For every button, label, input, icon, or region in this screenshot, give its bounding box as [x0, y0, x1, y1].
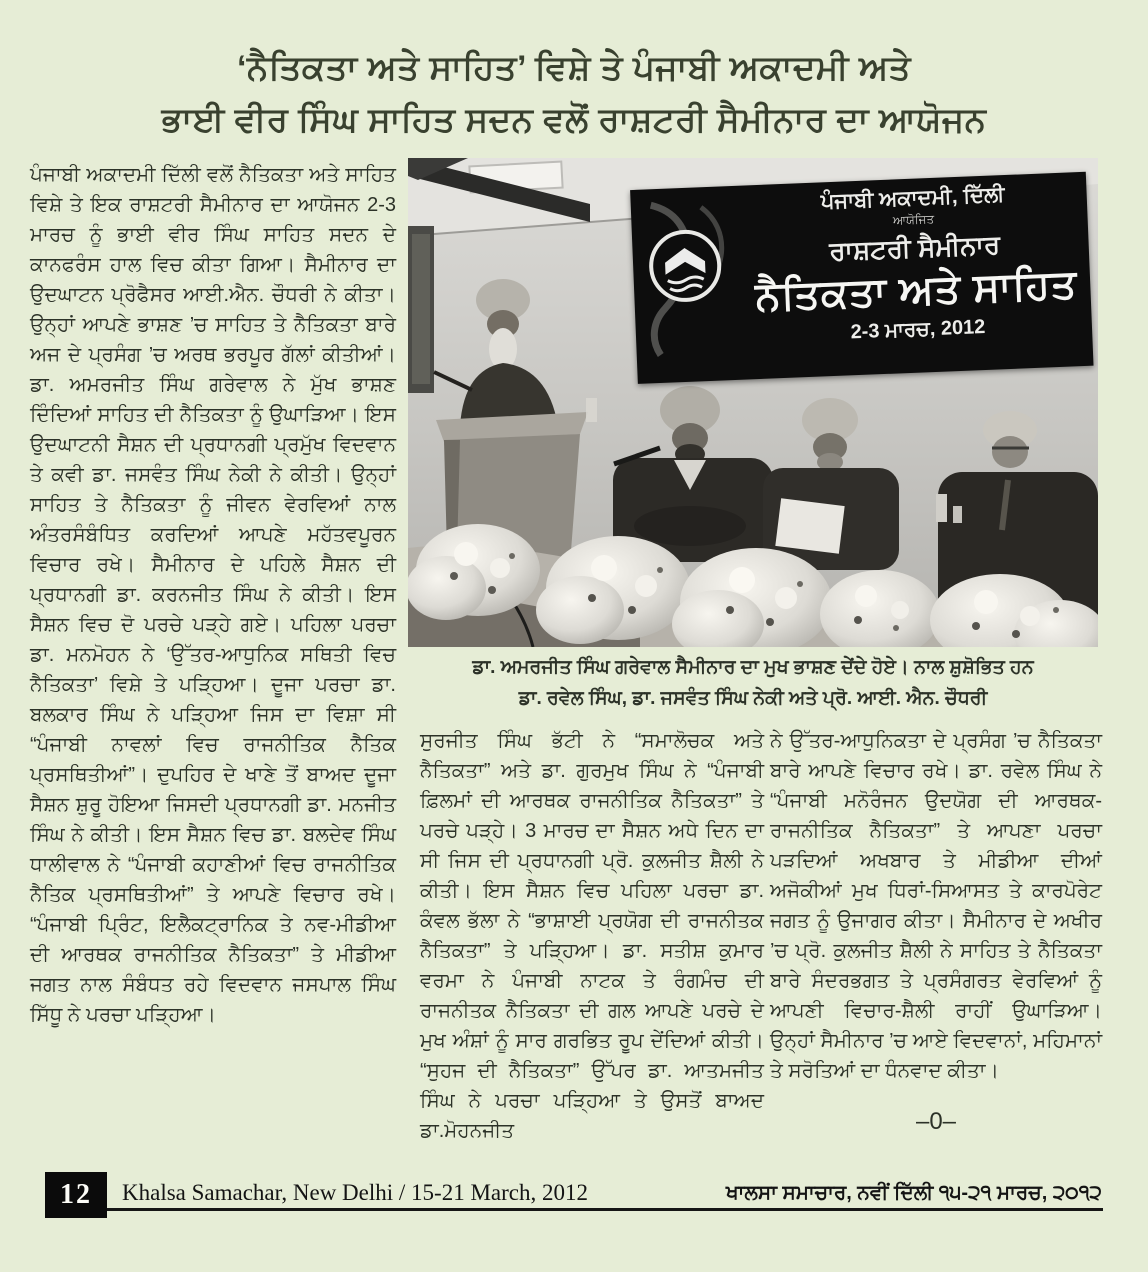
glass: [953, 506, 962, 523]
banner-text: [748, 172, 1094, 379]
logo-ring: [650, 231, 721, 302]
academy-logo: [630, 185, 756, 384]
seminar-banner: [630, 172, 1093, 384]
footer-masthead-punjabi: ਖਾਲਸਾ ਸਮਾਚਾਰ, ਨਵੀਂ ਦਿੱਲੀ ੧੫-੨੧ ਮਾਰਚ, ੨੦੧੨: [725, 1182, 1102, 1204]
article-end-mark: –0–: [915, 1108, 957, 1135]
article-headline: [0, 42, 1148, 146]
headline-line-1: ‘ਨੈਤਿਕਤਾ ਅਤੇ ਸਾਹਿਤ’ ਵਿਸ਼ੇ ਤੇ ਪੰਜਾਬੀ ਅਕਾਦਮੀ ਅਤੇ: [237, 49, 911, 87]
footer-masthead-english: Khalsa Samachar, New Delhi / 15-21 March, 2012: [122, 1180, 588, 1205]
paper-sheets: [775, 498, 844, 553]
bottle: [936, 494, 947, 522]
crossed-arms-1: [634, 506, 746, 546]
photo-caption: [408, 652, 1098, 714]
academy-logo-graphic: [630, 185, 756, 384]
article-column-middle: ਸੁਰਜੀਤ ਸਿੰਘ ਭੱਟੀ ਨੇ “ਸਮਾਲੋਚਕ ਅਤੇ ਨੈਤਿਕਤਾ” ਅਤੇ ਡਾ. ਗੁਰਮੁਖ ਸਿੰਘ ਨੇ “ਪੰਜਾਬੀ ਫ਼ਿਲਮਾਂ ਦੀ ਆਰਥਕ ਰਾਜਨੀਤਿਕ ਨੈਤਿਕਤਾ” ਤੇ ਪਰਚੇ ਪੜ੍ਹੇ। 3 ਮਾਰਚ ਦਾ ਸੈਸ਼ਨ ਅਧੇ ਦਿਨ ਦਾ ਸੀ ਜਿਸ ਦੀ ਪ੍ਰਧਾਨਗੀ ਪ੍ਰੋ. ਕੁਲਜੀਤ ਸ਼ੈਲੀ ਨੇ ਕੀਤੀ। ਇਸ ਸੈਸ਼ਨ ਵਿਚ ਪਹਿਲਾ ਪਰਚਾ ਡਾ. ਕੰਵਲ ਭੱਲਾ ਨੇ “ਭਾਸ਼ਾਈ ਪ੍ਰਯੋਗ ਦੀ ਰਾਜਨੀਤਕ ਨੈਤਿਕਤਾ” ਤੇ ਪੜ੍ਹਿਆ। ਡਾ. ਸਤੀਸ਼ ਕੁਮਾਰ ਵਰਮਾ ਨੇ ਪੰਜਾਬੀ ਨਾਟਕ ਤੇ ਰੰਗਮੰਚ ਦੀ ਰਾਜਨੀਤਕ ਨੈਤਿਕਤਾ ਦੀ ਗਲ ਆਪਣੇ ਪਰਚੇ ਦੇ ਮੁਖ ਅੰਸ਼ਾਂ ਨੂੰ ਸਾਰ ਗਰਭਿਤ ਰੂਪ ਦੇਂਦਿਆਂ ਕੀਤੀ। “ਸੁਹਜ ਦੀ ਨੈਤਿਕਤਾ” ਉੱਪਰ ਡਾ. ਆਤਮਜੀਤ ਸਿੰਘ ਨੇ ਪਰਚਾ ਪੜ੍ਹਿਆ ਤੇ ਉਸਤੋਂ ਬਾਅਦ ਡਾ.ਮੋਹਨਜੀਤ: [420, 730, 764, 1142]
banner-dates: 2-3 ਮਾਰਚ, 2012: [850, 315, 986, 344]
seminar-photo: [408, 158, 1098, 647]
banner-event-type: ਰਾਸ਼ਟਰੀ ਸੈਮੀਨਾਰ: [828, 229, 1001, 267]
face-3: [992, 436, 1028, 468]
headline-line-2: ਭਾਈ ਵੀਰ ਸਿੰਘ ਸਾਹਿਤ ਸਦਨ ਵਲੋਂ ਰਾਸ਼ਟਰੀ ਸੈਮੀਨਾਰ ਦਾ ਆਯੋਜਨ: [161, 101, 987, 139]
caption-line-1: ਡਾ. ਅਮਰਜੀਤ ਸਿੰਘ ਗਰੇਵਾਲ ਸੈਮੀਨਾਰ ਦਾ ਮੁਖ ਭਾਸ਼ਣ ਦੇਂਦੇ ਹੋਏ। ਨਾਲ ਸ਼ੁਸ਼ੋਭਿਤ ਹਨ: [472, 657, 1034, 678]
caption-line-2: ਡਾ. ਰਵੇਲ ਸਿੰਘ, ਡਾ. ਜਸਵੰਤ ਸਿੰਘ ਨੇਕੀ ਅਤੇ ਪ੍ਰੋ. ਆਈ. ਐਨ. ਚੌਧਰੀ: [518, 688, 988, 709]
wall-frame-inner: [412, 234, 430, 384]
footer-rule: [107, 1208, 1103, 1211]
article-column-right: ਨੇ ਉੱਤਰ-ਆਧੁਨਿਕਤਾ ਦੇ ਪ੍ਰਸੰਗ ’ਚ ਨੈਤਿਕਤਾ ਬਾਰੇ ਆਪਣੇ ਵਿਚਾਰ ਰਖੇ। ਡਾ. ਰਵੇਲ ਸਿੰਘ ਨੇ “ਪੰਜਾਬੀ ਮਨੋਰੰਜਨ ਉਦਯੋਗ ਦੀ ਆਰਥਕ-ਰਾਜਨੀਤਿਕ ਨੈਤਿਕਤਾ” ਤੇ ਆਪਣਾ ਪਰਚਾ ਪੜਦਿਆਂ ਅਖਬਾਰ ਤੇ ਮੀਡੀਆ ਦੀਆਂ ਅਜੋਕੀਆਂ ਮੁਖ ਧਿਰਾਂ-ਸਿਆਸਤ ਤੇ ਕਾਰਪੋਰੇਟ ਜਗਤ ਨੂੰ ਉਜਾਗਰ ਕੀਤਾ। ਸੈਮੀਨਾਰ ਦੇ ਅਖੀਰ ’ਚ ਪ੍ਰੋ. ਕੁਲਜੀਤ ਸ਼ੈਲੀ ਨੇ ਸਾਹਿਤ ਤੇ ਨੈਤਿਕਤਾ ਬਾਰੇ ਸੰਦਰਭਗਤ ਤੇ ਪ੍ਰਸੰਗਰਤ ਵੇਰਵਿਆਂ ਨੂੰ ਆਪਣੀ ਵਿਚਾਰ-ਸ਼ੈਲੀ ਰਾਹੀਂ ਉਘਾੜਿਆ। ਉਨ੍ਹਾਂ ਸੈਮੀਨਾਰ ’ਚ ਆਏ ਵਿਦਵਾਨਾਂ, ਮਹਿਮਾਨਾਂ ਤੇ ਸਰੋਤਿਆਂ ਦਾ ਧੰਨਵਾਦ ਕੀਤਾ।: [770, 730, 1102, 1082]
article-column-left: ਪੰਜਾਬੀ ਅਕਾਦਮੀ ਦਿੱਲੀ ਵਲੋਂ ਨੈਤਿਕਤਾ ਅਤੇ ਸਾਹਿਤ ਵਿਸ਼ੇ ਤੇ ਇਕ ਰਾਸ਼ਟਰੀ ਸੈਮੀਨਾਰ ਦਾ ਆਯੋਜਨ 2-3 ਮਾਰਚ ਨੂੰ ਭਾਈ ਵੀਰ ਸਿੰਘ ਸਾਹਿਤ ਸਦਨ ਦੇ ਕਾਨਫਰੰਸ ਹਾਲ ਵਿਚ ਕੀਤਾ ਗਿਆ। ਸੈਮੀਨਾਰ ਦਾ ਉਦਘਾਟਨ ਪ੍ਰੋਫੈਸਰ ਆਈ.ਐਨ. ਚੌਧਰੀ ਨੇ ਕੀਤਾ। ਉਨ੍ਹਾਂ ਆਪਣੇ ਭਾਸ਼ਣ ’ਚ ਸਾਹਿਤ ਤੇ ਨੈਤਿਕਤਾ ਬਾਰੇ ਅਜ ਦੇ ਪ੍ਰਸੰਗ ’ਚ ਅਰਥ ਭਰਪੂਰ ਗੱਲਾਂ ਕੀਤੀਆਂ। ਡਾ. ਅਮਰਜੀਤ ਸਿੰਘ ਗਰੇਵਾਲ ਨੇ ਮੁੱਖ ਭਾਸ਼ਣ ਦਿੰਦਿਆਂ ਸਾਹਿਤ ਦੀ ਨੈਤਿਕਤਾ ਨੂੰ ਉਘਾੜਿਆ। ਇਸ ਉਦਘਾਟਨੀ ਸੈਸ਼ਨ ਦੀ ਪ੍ਰਧਾਨਗੀ ਪ੍ਰਮੁੱਖ ਵਿਦਵਾਨ ਤੇ ਕਵੀ ਡਾ. ਜਸਵੰਤ ਸਿੰਘ ਨੇਕੀ ਨੇ ਕੀਤੀ। ਉਨ੍ਹਾਂ ਸਾਹਿਤ ਤੇ ਨੈਤਿਕਤਾ ਨੂੰ ਜੀਵਨ ਵੇਰਵਿਆਂ ਨਾਲ ਅੰਤਰਸੰਬੰਧਿਤ ਕਰਦਿਆਂ ਆਪਣੇ ਮਹੱਤਵਪੂਰਨ ਵਿਚਾਰ ਰਖੇ। ਸੈਮੀਨਾਰ ਦੇ ਪਹਿਲੇ ਸੈਸ਼ਨ ਦੀ ਪ੍ਰਧਾਨਗੀ ਡਾ. ਕਰਨਜੀਤ ਸਿੰਘ ਨੇ ਕੀਤੀ। ਇਸ ਸੈਸ਼ਨ ਵਿਚ ਦੋ ਪਰਚੇ ਪੜ੍ਹੇ ਗਏ। ਪਹਿਲਾ ਪਰਚਾ ਡਾ. ਮਨਮੋਹਨ ਨੇ ‘ਉੱਤਰ-ਆਧੁਨਿਕ ਸਥਿਤੀ ਵਿਚ ਨੈਤਿਕਤਾ’ ਵਿਸ਼ੇ ਤੇ ਪੜ੍ਹਿਆ। ਦੂਜਾ ਪਰਚਾ ਡਾ. ਬਲਕਾਰ ਸਿੰਘ ਨੇ ਪੜ੍ਹਿਆ ਜਿਸ ਦਾ ਵਿਸ਼ਾ ਸੀ “ਪੰਜਾਬੀ ਨਾਵਲਾਂ ਵਿਚ ਰਾਜਨੀਤਿਕ ਨੈਤਿਕ ਪ੍ਰਸਥਿਤੀਆਂ”। ਦੁਪਹਿਰ ਦੇ ਖਾਣੇ ਤੋਂ ਬਾਅਦ ਦੂਜਾ ਸੈਸ਼ਨ ਸ਼ੁਰੂ ਹੋਇਆ ਜਿਸਦੀ ਪ੍ਰਧਾਨਗੀ ਡਾ. ਮਨਜੀਤ ਸਿੰਘ ਨੇ ਕੀਤੀ। ਇਸ ਸੈਸ਼ਨ ਵਿਚ ਡਾ. ਬਲਦੇਵ ਸਿੰਘ ਧਾਲੀਵਾਲ ਨੇ “ਪੰਜਾਬੀ ਕਹਾਣੀਆਂ ਵਿਚ ਰਾਜਨੀਤਿਕ ਨੈਤਿਕ ਪ੍ਰਸਥਿਤੀਆਂ” ਤੇ ਆਪਣੇ ਵਿਚਾਰ ਰਖੇ। “ਪੰਜਾਬੀ ਪ੍ਰਿੰਟ, ਇਲੈਕਟ੍ਰਾਨਿਕ ਤੇ ਨਵ-ਮੀਡੀਆ ਦੀ ਆਰਥਕ ਰਾਜਨੀਤਿਕ ਨੈਤਿਕਤਾ” ਤੇ ਮੀਡੀਆ ਜਗਤ ਨਾਲ ਸੰਬੰਧਤ ਰਹੇ ਵਿਦਵਾਨ ਜਸਪਾਲ ਸਿੰਘ ਸਿੱਧੂ ਨੇ ਪਰਚਾ ਪੜ੍ਹਿਆ।: [30, 164, 396, 1026]
water-glass: [586, 398, 597, 422]
banner-organization: ਪੰਜਾਬੀ ਅਕਾਦਮੀ, ਦਿੱਲੀ: [820, 183, 1005, 214]
banner-seminar-title: ਨੈਤਿਕਤਾ ਅਤੇ ਸਾਹਿਤ: [754, 262, 1079, 320]
banner-organized-by: ਆਯੋਜਿਤ: [892, 211, 935, 228]
page-number-badge: 12: [45, 1172, 107, 1218]
